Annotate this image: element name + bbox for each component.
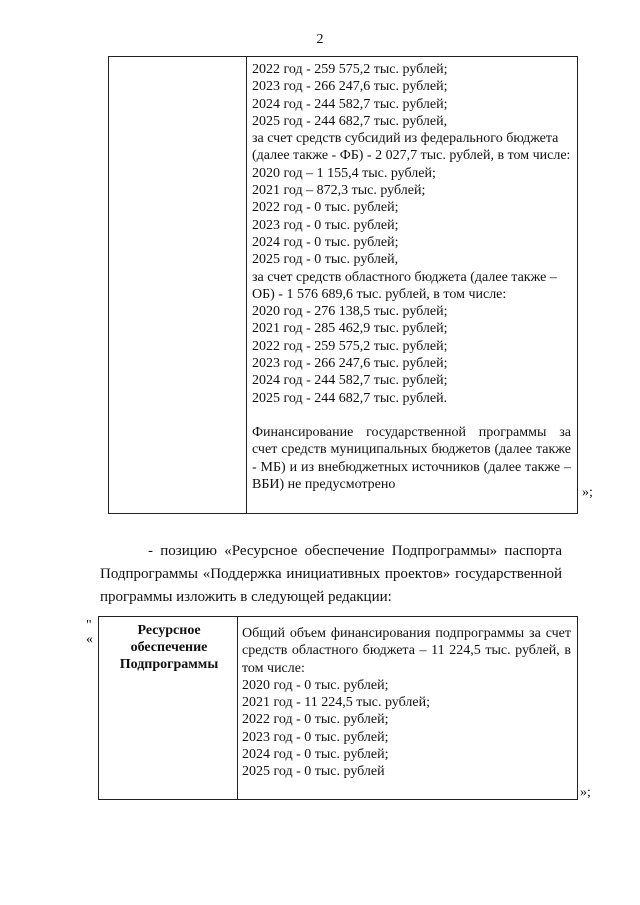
financing-line: 2024 год - 0 тыс. рублей; xyxy=(242,747,389,763)
financing-line: 2024 год - 244 582,7 тыс. рублей; xyxy=(252,96,448,112)
financing-line: 2024 год - 244 582,7 тыс. рублей; xyxy=(252,373,448,389)
spacer xyxy=(252,407,571,424)
opening-quote-top: " xyxy=(86,618,92,633)
amendment-paragraph xyxy=(100,540,562,609)
financing-line: ОБ) - 1 576 689,6 тыс. рублей, в том числе: xyxy=(252,286,507,302)
financing-line: 2021 год - 285 462,9 тыс. рублей; xyxy=(252,321,448,337)
financing-line: 2020 год - 276 138,5 тыс. рублей; xyxy=(252,304,448,320)
resource-details-cell xyxy=(242,625,571,781)
financing-line: 2021 год - 11 224,5 тыс. рублей; xyxy=(242,695,430,711)
financing-details-cell xyxy=(252,61,571,493)
financing-line: 2021 год – 872,3 тыс. рублей; xyxy=(252,183,426,199)
closing-quote-2: »; xyxy=(580,785,591,800)
financing-line: 2023 год - 266 247,6 тыс. рублей; xyxy=(252,79,448,95)
financing-line: 2025 год - 0 тыс. рублей, xyxy=(252,252,399,268)
financing-line: за счет средств областного бюджета (далее также – xyxy=(252,269,557,285)
financing-table-continued xyxy=(108,56,578,514)
financing-line: 2023 год - 266 247,6 тыс. рублей; xyxy=(252,356,448,372)
column-divider xyxy=(246,57,247,513)
page-number: 2 xyxy=(316,32,324,47)
financing-line: (далее также - ФБ) - 2 027,7 тыс. рублей, в том числе: xyxy=(252,148,571,164)
financing-line: 2022 год - 259 575,2 тыс. рублей; xyxy=(252,338,448,354)
opening-quote xyxy=(86,619,93,647)
financing-line: 2023 год - 0 тыс. рублей; xyxy=(252,217,399,233)
financing-line: 2020 год – 1 155,4 тыс. рублей; xyxy=(252,165,436,181)
financing-line: 2022 год - 0 тыс. рублей; xyxy=(242,712,389,728)
financing-line: 2020 год - 0 тыс. рублей; xyxy=(242,677,389,693)
financing-line: 2022 год - 0 тыс. рублей; xyxy=(252,200,399,216)
financing-line: 2025 год - 0 тыс. рублей xyxy=(242,764,385,780)
financing-line: 2024 год - 0 тыс. рублей; xyxy=(252,234,399,250)
financing-line: 2025 год - 244 682,7 тыс. рублей. xyxy=(252,390,448,406)
financing-line: 2023 год - 0 тыс. рублей; xyxy=(242,729,389,745)
column-divider xyxy=(237,617,238,799)
paragraph-text: - позицию «Ресурсное обеспечение Подпрограммы» паспорта Подпрограммы «Поддержка инициативных проектов» государственной программы изложить в следующей редакции: xyxy=(100,543,562,605)
opening-quote-guillemet: « xyxy=(86,632,93,647)
financing-line: 2022 год - 259 575,2 тыс. рублей; xyxy=(252,62,448,77)
financing-intro: Общий объем финансирования подпрограммы за счет средств областного бюджета – 11 224,5 тыс. рублей, в том числе: xyxy=(242,626,571,676)
financing-line: за счет средств субсидий из федерального бюджета xyxy=(252,131,559,147)
financing-note: Финансирование государственной программы за счет средств муниципальных бюджетов (далее также - МБ) и из внебюджетных источников (далее также – ВБИ) не предусмотрено xyxy=(252,424,571,492)
financing-line: 2025 год - 244 682,7 тыс. рублей, xyxy=(252,113,448,129)
resource-provision-table xyxy=(98,616,578,800)
row-label: Ресурсное обеспечение Подпрограммы xyxy=(119,623,219,672)
closing-quote-1: »; xyxy=(582,485,593,500)
